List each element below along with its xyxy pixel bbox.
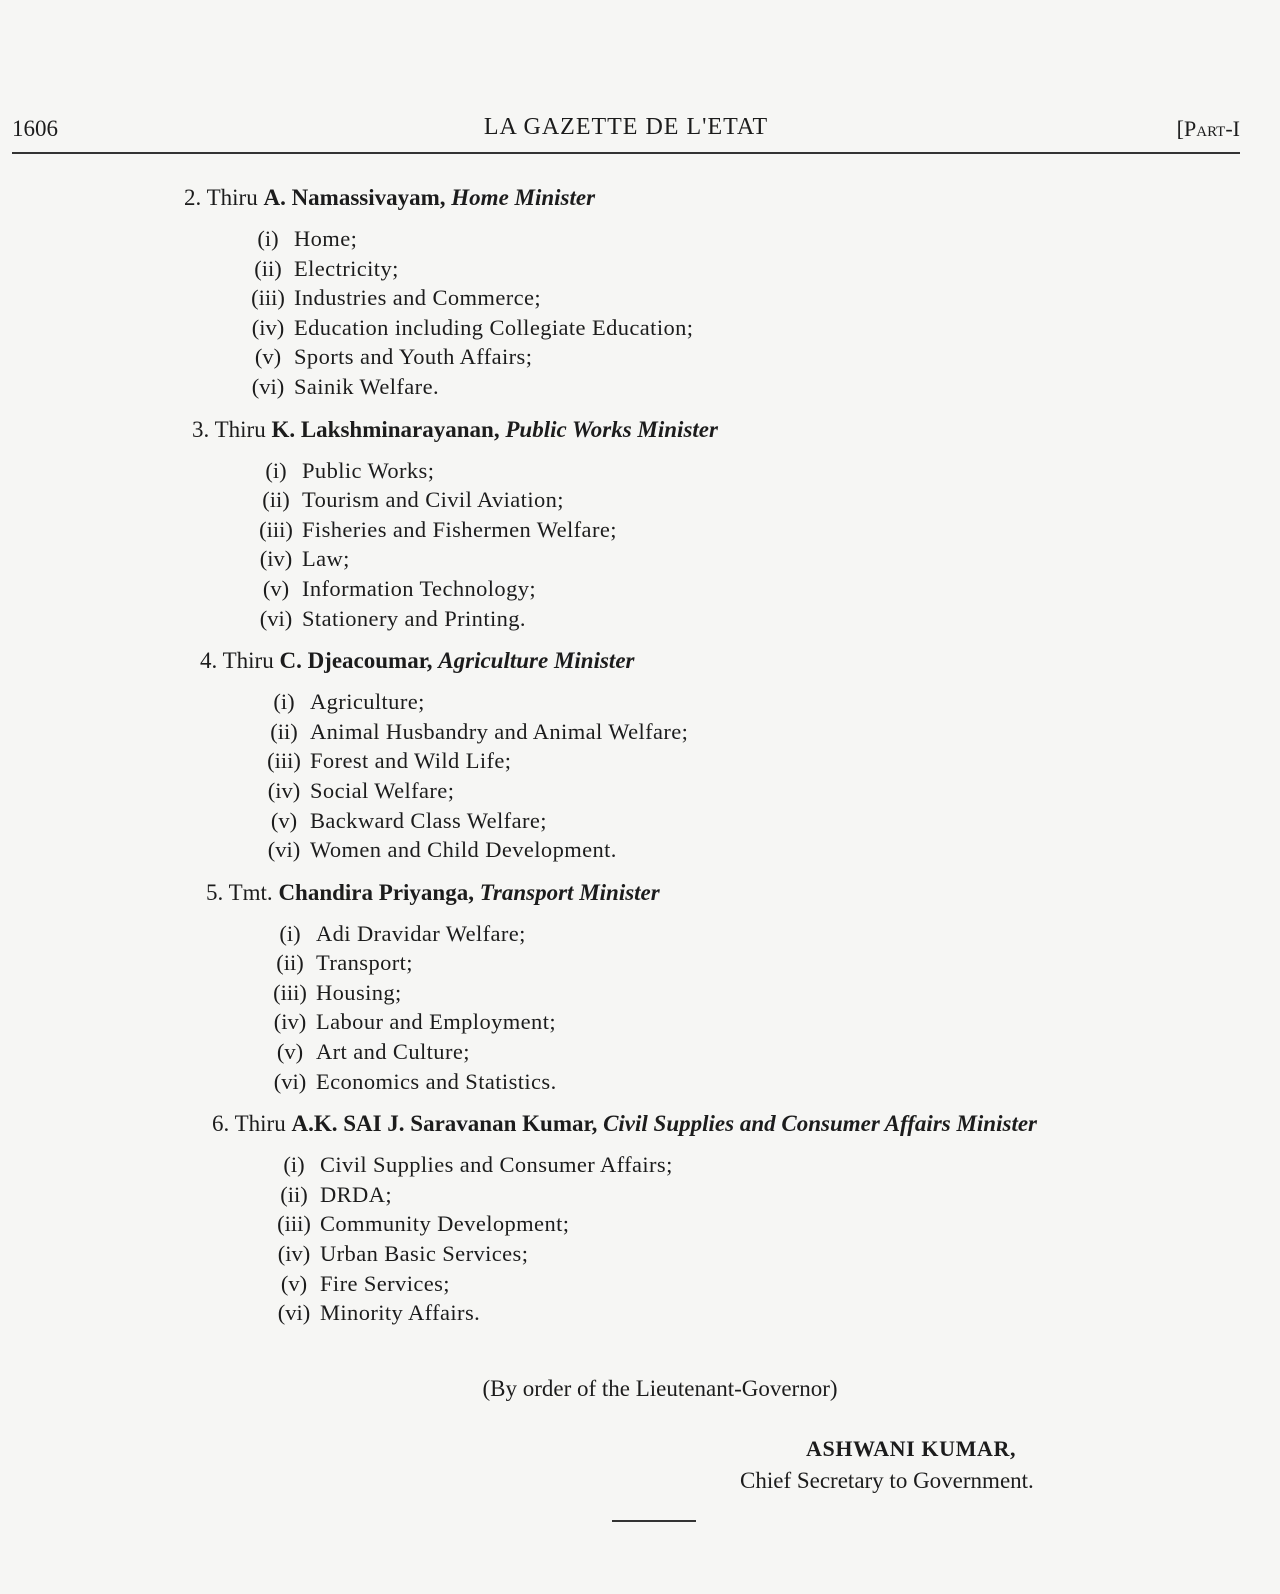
header-rule	[12, 152, 1240, 154]
portfolio-item	[0, 1037, 1280, 1067]
item-numeral: (v)	[280, 1270, 308, 1296]
portfolio-item	[0, 604, 1280, 634]
portfolio-list	[0, 456, 1280, 634]
minister-entry	[0, 180, 1280, 402]
portfolio-list	[0, 1150, 1280, 1328]
item-label: Labour and Employment;	[316, 1009, 556, 1035]
portfolio-item	[0, 283, 1280, 313]
minister-title-prefix: Thiru	[214, 416, 266, 442]
portfolio-item	[0, 544, 1280, 574]
item-numeral: (iv)	[277, 1241, 311, 1267]
gazette-title: LA GAZETTE DE L'ETAT	[483, 114, 769, 140]
entry-number: 6.	[212, 1111, 230, 1137]
minister-title-prefix: Tmt.	[228, 879, 273, 905]
portfolio-item	[0, 574, 1280, 604]
item-numeral: (iii)	[273, 979, 307, 1005]
item-numeral: (vi)	[259, 605, 293, 631]
portfolio-item	[0, 717, 1280, 747]
item-numeral: (i)	[257, 226, 279, 251]
item-label: DRDA;	[320, 1181, 393, 1207]
portfolio-item	[0, 1067, 1280, 1097]
item-numeral: (iii)	[267, 748, 301, 774]
item-label: Animal Husbandry and Animal Welfare;	[310, 718, 689, 744]
portfolio-item	[0, 746, 1280, 776]
minister-heading	[0, 643, 1280, 679]
item-label: Agriculture;	[310, 689, 425, 715]
portfolio-item	[0, 1239, 1280, 1269]
item-label: Tourism and Civil Aviation;	[302, 487, 564, 513]
portfolio-item	[0, 313, 1280, 343]
minister-portfolio-title: Public Works Minister	[505, 416, 718, 442]
minister-heading	[0, 875, 1280, 911]
item-label: Home;	[294, 226, 358, 251]
portfolio-list	[0, 687, 1280, 865]
item-label: Fisheries and Fishermen Welfare;	[302, 516, 617, 542]
signatory-name: ASHWANI KUMAR,	[806, 1436, 1017, 1461]
minister-entry	[0, 643, 1280, 865]
entry-number: 5.	[206, 879, 224, 905]
minister-name: Chandira Priyanga,	[278, 879, 474, 905]
portfolio-item	[0, 919, 1280, 949]
minister-name: A. Namassivayam,	[263, 185, 446, 210]
portfolio-list	[0, 919, 1280, 1097]
item-label: Transport;	[316, 950, 413, 976]
minister-portfolio-title: Transport Minister	[479, 879, 660, 905]
item-label: Adi Dravidar Welfare;	[316, 920, 526, 946]
minister-title-prefix: Thiru	[234, 1111, 286, 1137]
item-label: Urban Basic Services;	[320, 1241, 529, 1267]
item-numeral: (i)	[283, 1152, 305, 1178]
closing-order: (By order of the Lieutenant-Governor)	[482, 1376, 838, 1401]
item-numeral: (ii)	[270, 718, 298, 744]
minister-heading	[0, 1106, 1280, 1142]
item-numeral: (ii)	[276, 950, 304, 976]
page-number: 1606	[12, 116, 58, 141]
minister-entries	[0, 180, 1280, 1338]
item-label: Minority Affairs.	[320, 1300, 481, 1326]
portfolio-item	[0, 687, 1280, 717]
minister-title-prefix: Thiru	[206, 185, 258, 210]
item-numeral: (vi)	[277, 1300, 311, 1326]
item-numeral: (i)	[265, 457, 287, 483]
part-label	[1177, 116, 1240, 142]
item-numeral: (v)	[254, 344, 282, 370]
minister-title-prefix: Thiru	[222, 648, 274, 674]
item-label: Women and Child Development.	[310, 837, 617, 863]
portfolio-item	[0, 1209, 1280, 1239]
item-numeral: (vi)	[273, 1068, 307, 1094]
item-numeral: (iii)	[259, 516, 293, 542]
item-label: Stationery and Printing.	[302, 605, 526, 631]
item-label: Information Technology;	[302, 575, 537, 601]
item-numeral: (iv)	[273, 1009, 307, 1035]
item-numeral: (i)	[273, 689, 295, 715]
item-numeral: (ii)	[280, 1181, 308, 1207]
signature-block	[740, 1436, 1120, 1500]
item-label: Industries and Commerce;	[294, 285, 542, 311]
item-label: Art and Culture;	[316, 1039, 470, 1065]
entry-number: 2.	[184, 185, 202, 210]
item-label: Electricity;	[294, 255, 399, 281]
page-header	[12, 112, 1240, 152]
minister-name: A.K. SAI J. Saravanan Kumar,	[291, 1111, 598, 1137]
item-label: Housing;	[316, 979, 402, 1005]
portfolio-item	[0, 835, 1280, 865]
item-numeral: (ii)	[262, 487, 290, 513]
portfolio-item	[0, 1007, 1280, 1037]
portfolio-item	[0, 1150, 1280, 1180]
item-label: Backward Class Welfare;	[310, 807, 547, 833]
minister-portfolio-title: Agriculture Minister	[438, 648, 635, 674]
portfolio-list	[0, 224, 1280, 402]
portfolio-item	[0, 342, 1280, 372]
item-label: Public Works;	[302, 457, 435, 483]
signatory-title: Chief Secretary to Government.	[740, 1468, 1034, 1493]
item-label: Forest and Wild Life;	[310, 748, 512, 774]
item-label: Sports and Youth Affairs;	[294, 344, 533, 370]
item-numeral: (i)	[279, 920, 301, 946]
item-numeral: (iii)	[251, 285, 285, 311]
part-label-text: Part-I	[1184, 116, 1240, 141]
item-numeral: (v)	[270, 807, 298, 833]
item-label: Education including Collegiate Education;	[294, 314, 694, 340]
portfolio-item	[0, 948, 1280, 978]
entry-number: 4.	[200, 648, 218, 674]
part-bracket: [	[1176, 116, 1184, 141]
item-numeral: (iii)	[277, 1211, 311, 1237]
entry-number: 3.	[192, 416, 210, 442]
minister-entry	[0, 412, 1280, 634]
item-label: Social Welfare;	[310, 777, 455, 803]
portfolio-item	[0, 515, 1280, 545]
minister-name: K. Lakshminarayanan,	[271, 416, 500, 442]
item-label: Economics and Statistics.	[316, 1068, 557, 1094]
minister-portfolio-title: Home Minister	[451, 185, 596, 210]
portfolio-item	[0, 776, 1280, 806]
portfolio-item	[0, 254, 1280, 284]
item-label: Sainik Welfare.	[294, 373, 439, 399]
portfolio-item	[0, 1298, 1280, 1328]
portfolio-item	[0, 978, 1280, 1008]
minister-entry	[0, 875, 1280, 1097]
item-numeral: (v)	[276, 1039, 304, 1065]
item-label: Law;	[302, 546, 350, 572]
item-numeral: (v)	[262, 575, 290, 601]
item-label: Civil Supplies and Consumer Affairs;	[320, 1152, 673, 1178]
item-numeral: (ii)	[254, 255, 282, 281]
portfolio-item	[0, 372, 1280, 402]
portfolio-item	[0, 456, 1280, 486]
portfolio-item	[0, 806, 1280, 836]
minister-heading	[0, 180, 1280, 216]
minister-name: C. Djeacoumar,	[279, 648, 433, 674]
portfolio-item	[0, 485, 1280, 515]
item-numeral: (iv)	[267, 777, 301, 803]
minister-entry	[0, 1106, 1280, 1328]
item-numeral: (vi)	[267, 837, 301, 863]
end-rule	[612, 1520, 696, 1522]
item-numeral: (iv)	[259, 546, 293, 572]
portfolio-item	[0, 1180, 1280, 1210]
portfolio-item	[0, 1269, 1280, 1299]
item-label: Community Development;	[320, 1211, 570, 1237]
item-numeral: (vi)	[251, 373, 285, 399]
item-label: Fire Services;	[320, 1270, 450, 1296]
minister-portfolio-title: Civil Supplies and Consumer Affairs Minister	[603, 1111, 1037, 1137]
portfolio-item	[0, 224, 1280, 254]
item-numeral: (iv)	[251, 314, 285, 340]
minister-heading	[0, 412, 1280, 448]
